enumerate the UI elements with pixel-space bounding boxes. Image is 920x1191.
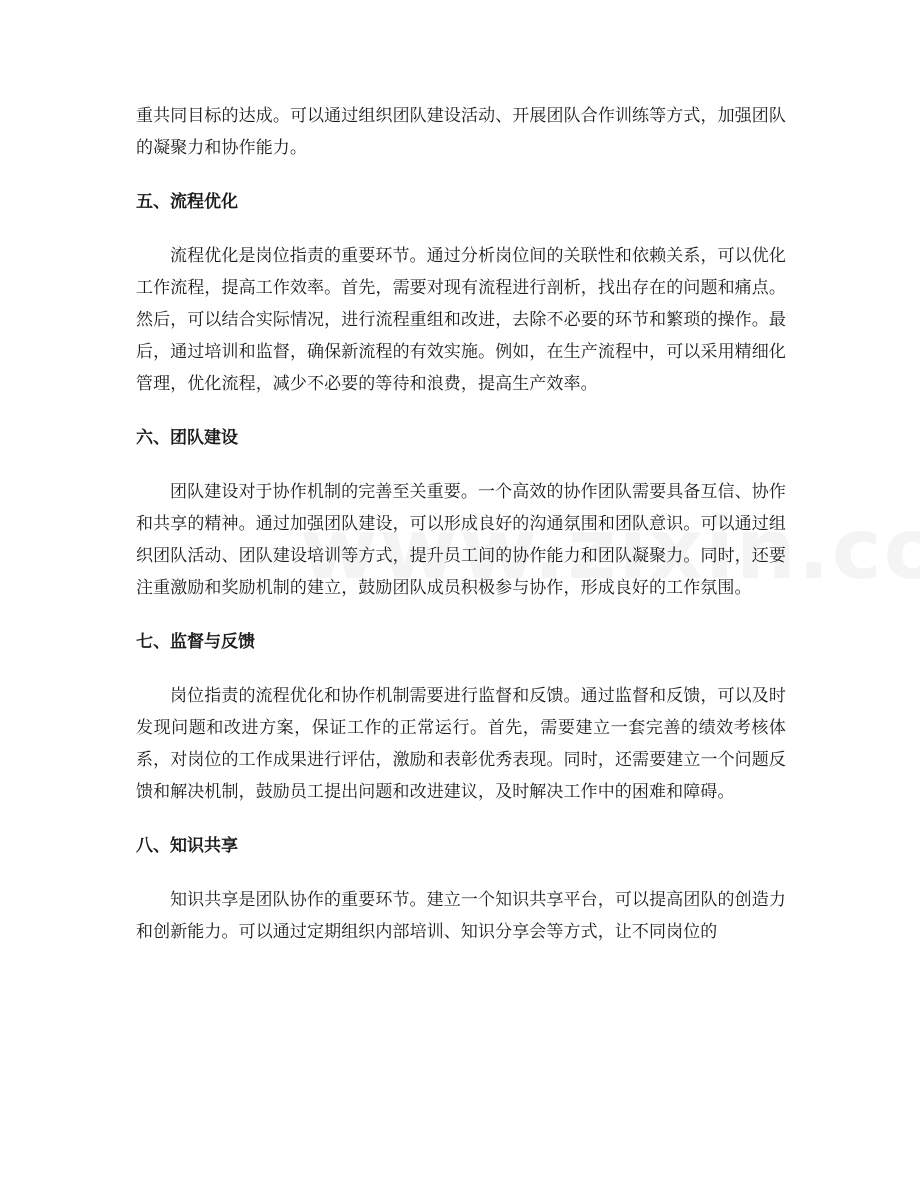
section-heading-8: 八、知识共享 xyxy=(136,836,238,856)
paragraph-supervision-feedback: 岗位指责的流程优化和协作机制需要进行监督和反馈。通过监督和反馈，可以及时发现问题和改进方案，保证工作的正常运行。首先，需要建立一套完善的绩效考核体系，对岗位的工作成果进行评估，激励和表彰优秀表现。同时，还需要建立一个问题反馈和解决机制，鼓励员工提出问题和改进建议，及时解决工作中的困难和障碍。 xyxy=(136,686,786,802)
section-heading-5: 五、流程优化 xyxy=(136,192,238,212)
section-heading-6: 六、团队建设 xyxy=(136,428,238,448)
paragraph-knowledge-sharing: 知识共享是团队协作的重要环节。建立一个知识共享平台，可以提高团队的创造力和创新能力。可以通过定期组织内部培训、知识分享会等方式，让不同岗位的 xyxy=(136,890,786,942)
document-body xyxy=(136,100,786,948)
paragraph-continued: 重共同目标的达成。可以通过组织团队建设活动、开展团队合作训练等方式，加强团队的凝聚力和协作能力。 xyxy=(136,106,786,158)
section-heading-7: 七、监督与反馈 xyxy=(136,632,255,652)
paragraph-team-building: 团队建设对于协作机制的完善至关重要。一个高效的协作团队需要具备互信、协作和共享的精神。通过加强团队建设，可以形成良好的沟通氛围和团队意识。可以通过组织团队活动、团队建设培训等方式，提升员工间的协作能力和团队凝聚力。同时，还要注重激励和奖励机制的建立，鼓励团队成员积极参与协作，形成良好的工作氛围。 xyxy=(136,482,786,598)
paragraph-process-optimization: 流程优化是岗位指责的重要环节。通过分析岗位间的关联性和依赖关系，可以优化工作流程，提高工作效率。首先，需要对现有流程进行剖析，找出存在的问题和痛点。然后，可以结合实际情况，进行流程重组和改进，去除不必要的环节和繁琐的操作。最后，通过培训和监督，确保新流程的有效实施。例如，在生产流程中，可以采用精细化管理，优化流程，减少不必要的等待和浪费，提高生产效率。 xyxy=(136,246,786,394)
